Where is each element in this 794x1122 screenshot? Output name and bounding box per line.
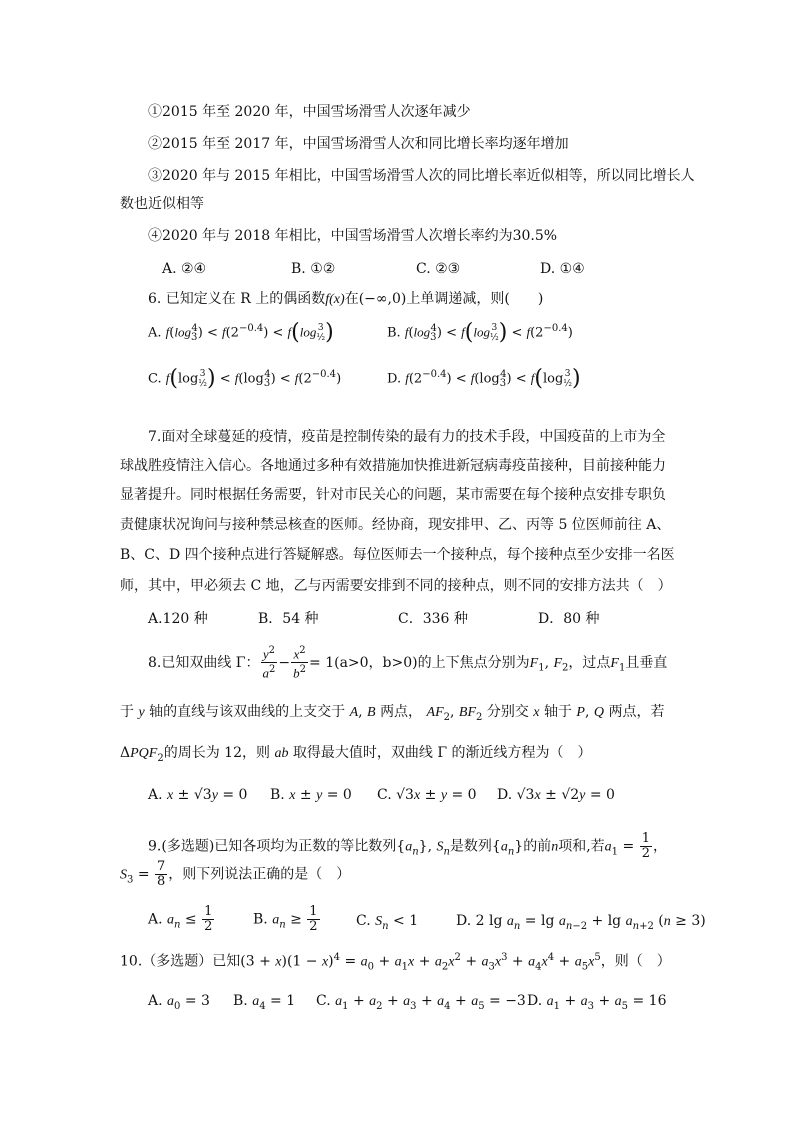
q6-interval: (−∞,0) bbox=[358, 291, 407, 307]
q5-statement-4: ④2020 年与 2018 年相比，中国雪场滑雪人次增长率约为30.5% bbox=[148, 228, 558, 244]
q7-line-4: 责健康状况询问与接种禁忌核查的医师。经协商，现安排甲、乙、丙等 5 位医师前往 A、 bbox=[120, 517, 671, 533]
q8-line2-e: 轴于 bbox=[543, 704, 572, 720]
q8-post: ，过点 bbox=[568, 654, 611, 671]
q9-mid2: 的前 bbox=[523, 838, 552, 855]
q6-option-c-label: C. bbox=[148, 371, 162, 387]
q8-line-1: 8.已知双曲线 Γ： $\frac{y^2}{a^2}$ − $\frac{x^2}{b^2}$ = 1(a>0，b>0)的上下焦点分别为$F_1$, $F_2$，过点$F_1$且垂直 bbox=[148, 645, 668, 681]
q5-statement-3b: 数也近似相等 bbox=[120, 196, 204, 212]
q7-line-1: 7.面对全球蔓延的疫情，疫苗是控制传染的最有力的技术手段，中国疫苗的上市为全 bbox=[148, 429, 666, 445]
q6-stem-post: 上单调递减，则( ) bbox=[406, 291, 544, 307]
q7-option-c: C．336 种 bbox=[398, 611, 468, 627]
q5-option-c: C. ②③ bbox=[416, 261, 461, 277]
q9-option-d-label: D. bbox=[456, 913, 472, 929]
q10-option-d: D. $a_1 + a_3 + a_5 = 16$ bbox=[527, 993, 667, 1012]
q5-statement-3a: ③2020 年与 2015 年相比，中国雪场滑雪人次的同比增长率近似相等，所以同比增长人 bbox=[148, 168, 695, 184]
q9-option-a: A. $a_n$ ≤ $\frac{1}{2}$ bbox=[148, 904, 213, 934]
q10-post: ，则（ ） bbox=[600, 953, 671, 970]
q8-line2-f: 两点，若 bbox=[608, 704, 665, 720]
q8-line3-a: 的周长为 12，则 bbox=[163, 745, 270, 761]
q8-line-3: $\Delta PQF_2$的周长为 12，则 ab 取得最大值时，双曲线 Γ 的渐近线方程为（ ） bbox=[120, 745, 592, 764]
q10-option-c: C. $a_1 + a_2 + a_3 + a_4 + a_5 = -3$ bbox=[316, 993, 526, 1012]
q8-pre: 8.已知双曲线 Γ： bbox=[148, 654, 260, 671]
q6-stem-mid: 在 bbox=[344, 291, 359, 307]
q7-line-5: B、C、D 四个接种点进行答疑解惑。每位医师去一个接种点，每个接种点至少安排一名医 bbox=[120, 547, 675, 563]
q6-option-d-label: D. bbox=[387, 371, 402, 387]
q8-post2: 且垂直 bbox=[625, 654, 668, 671]
q10-option-a-label: A. bbox=[148, 993, 163, 1009]
q7-line-2: 球战胜疫情注入信心。各地通过多种有效措施加快推进新冠病毒疫苗接种，目前接种能力 bbox=[120, 458, 666, 474]
q6-function: f(x) bbox=[325, 292, 345, 307]
q8-option-a-label: A. bbox=[148, 787, 163, 803]
q8-option-b-label: B. bbox=[270, 787, 285, 803]
q6-option-b-label: B. bbox=[387, 325, 401, 341]
q6-stem-pre: 6. 已知定义在 R 上的偶函数 bbox=[148, 291, 326, 307]
q8-line2-d: 分别交 bbox=[486, 704, 529, 720]
q9-mid: 是数列 bbox=[449, 838, 492, 855]
q10-option-b-label: B. bbox=[233, 993, 248, 1009]
q6-option-c: C. f(log 3 ½ ) < $f(\log_3^4) < f(2^{-0.4})$ bbox=[148, 366, 342, 391]
q8-option-c: C. √3x ± y = 0 bbox=[377, 787, 477, 803]
q8-option-d-label: D. bbox=[497, 787, 513, 803]
q10-option-d-label: D. bbox=[527, 993, 543, 1009]
q10-option-c-label: C. bbox=[316, 993, 331, 1009]
q8-option-b: B. x ± y = 0 bbox=[270, 787, 352, 803]
q7-option-b: B．54 种 bbox=[258, 611, 319, 627]
q7-option-d: D．80 种 bbox=[538, 611, 600, 627]
q8-line2-c: 两点， bbox=[380, 704, 423, 720]
q9-option-a-label: A. bbox=[148, 911, 163, 928]
q8-line3-b: 取得最大值时，双曲线 Γ 的渐近线方程为（ ） bbox=[292, 745, 592, 761]
q8-line-2: 于 y 轴的直线与该双曲线的上支交于 A, B 两点， $AF_2$, $BF_2$ 分别交 x 轴于 P, Q 两点，若 bbox=[120, 704, 665, 723]
q10-option-b: B. $a_4 = 1$ bbox=[233, 993, 296, 1012]
q5-option-a: A. ②④ bbox=[162, 261, 207, 277]
q8-option-d: D. √3x ± √2y = 0 bbox=[497, 787, 615, 803]
q8-line2-a: 于 bbox=[120, 704, 134, 720]
q6-option-a-label: A. bbox=[148, 325, 162, 341]
q5-statement-2: ②2015 年至 2017 年，中国雪场滑雪人次和同比增长率均逐年增加 bbox=[148, 136, 569, 152]
q5-statement-1: ①2015 年至 2020 年，中国雪场滑雪人次逐年减少 bbox=[148, 104, 471, 120]
q9-line-1: 9.(多选题)已知各项均为正数的等比数列$\{a_n\}$, $S_n$是数列$\{a_n\}$的前n项和,若$a_1$ = $\frac{1}{2}$ ， bbox=[148, 831, 667, 861]
q9-option-c: C. $S_n < 1$ bbox=[356, 913, 419, 932]
q10-stem: 10.（多选题）已知$(3 + x)(1 - x)^4 = a_0 + a_1x + a_2x^2 + a_3x^3 + a_4x^4 + a_5x^5$，则（ ） bbox=[120, 952, 671, 973]
q7-line-6: 师，其中，甲必须去 C 地，乙与丙需要安排到不同的接种点，则不同的安排方法共（ ） bbox=[120, 578, 672, 594]
q6-stem bbox=[148, 291, 543, 309]
q10-pre: 10.（多选题）已知 bbox=[120, 953, 241, 970]
q9-mid3: 项和,若 bbox=[558, 838, 605, 855]
q9-option-b: B. $a_n$ ≥ $\frac{1}{2}$ bbox=[253, 904, 318, 934]
q6-option-a: A. $f(\log_3^4) < f(2^{-0.4}) < f(\log$ 3 ½ ) bbox=[148, 320, 334, 345]
q5-option-d: D. ①④ bbox=[540, 261, 585, 277]
q8-line2-b: 轴的直线与该双曲线的上支交于 bbox=[149, 704, 346, 720]
q8-option-a: A. x ± √3y = 0 bbox=[148, 787, 248, 803]
q9-line2-text: ，则下列说法正确的是（ ） bbox=[168, 866, 351, 883]
q6-option-b: B. $f(\log_3^4) < f(\log$ 3 ½ ) < $f(2^{-0.4})$ bbox=[387, 320, 573, 345]
q9-option-b-label: B. bbox=[253, 911, 268, 928]
q9-pre: 9.(多选题)已知各项均为正数的等比数列 bbox=[148, 838, 397, 855]
q6-option-d: D. $f(2^{-0.4}) < f(\log_3^4) < f(\log$ 3 ½ ) bbox=[387, 366, 581, 391]
q5-option-b: B. ①② bbox=[291, 261, 336, 277]
q9-option-c-label: C. bbox=[356, 913, 371, 929]
q7-line-3: 显著提升。同时根据任务需要，针对市民关心的问题，某市需要在每个接种点安排专职负 bbox=[120, 487, 666, 503]
q9-line-2: $S_3$ = $\frac{7}{8}$ ，则下列说法正确的是（ ） bbox=[120, 859, 351, 889]
q7-option-a: A.120 种 bbox=[148, 611, 208, 627]
q8-option-c-label: C. bbox=[377, 787, 392, 803]
q8-condition: (a>0，b>0)的上下焦点分别为 bbox=[334, 654, 530, 671]
q10-option-a: A. $a_0 = 3$ bbox=[148, 993, 210, 1012]
q9-option-d: D. 2 $\lg a_n = \lg a_{n-2} + \lg a_{n+2}$ (n ≥ 3) bbox=[456, 913, 706, 932]
